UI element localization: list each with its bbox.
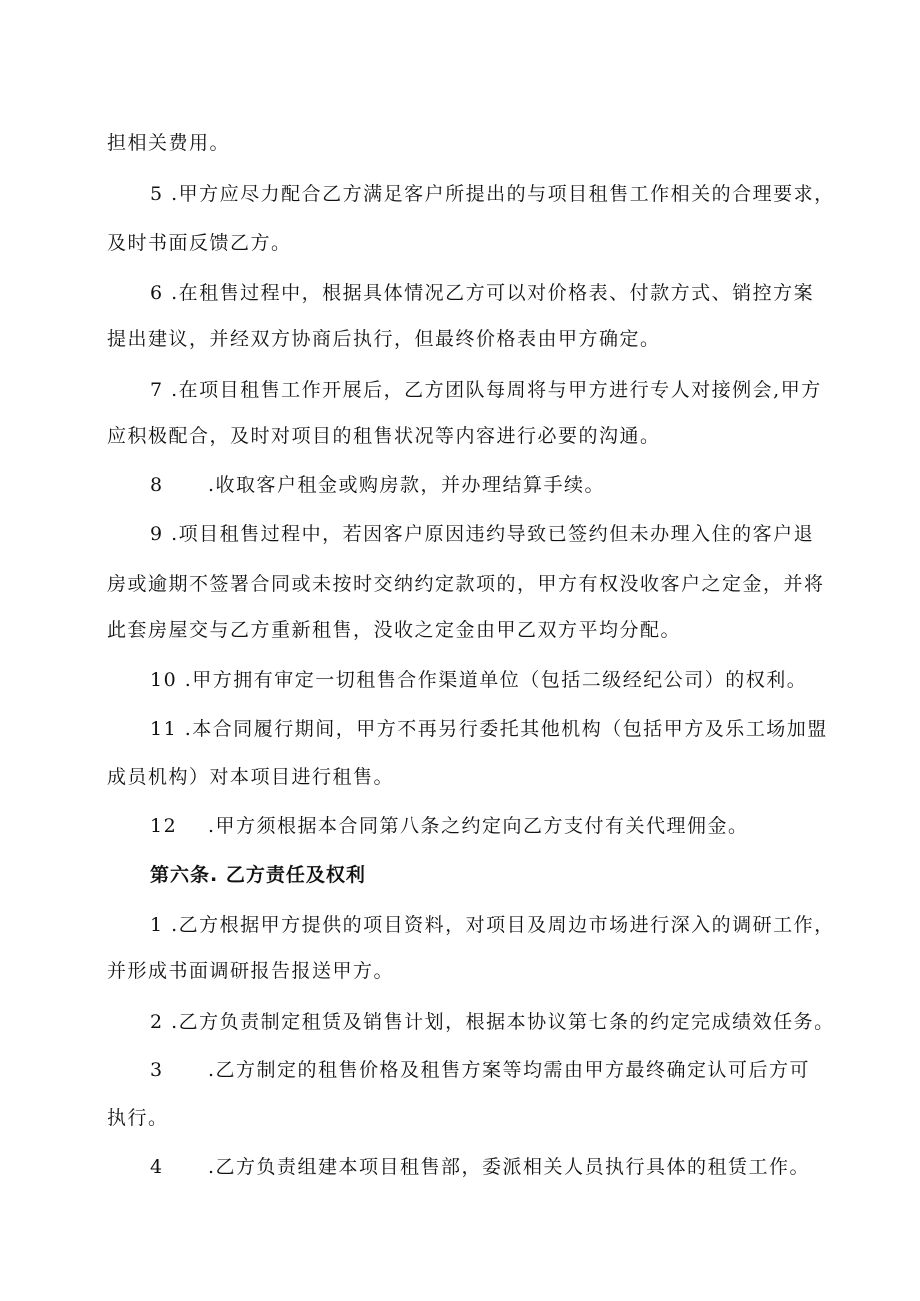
item-number: 10 <box>150 669 178 691</box>
item-number: 7 <box>150 379 164 401</box>
line-text: 并形成书面调研报告报送甲方。 <box>107 960 395 982</box>
heading-text: 第六条. 乙方责任及权利 <box>150 864 366 886</box>
list-item <box>150 668 807 692</box>
line-text: 担相关费用。 <box>107 132 231 154</box>
list-item <box>150 182 835 206</box>
item-number: 3 <box>150 1059 164 1081</box>
line-text: .乙方负责组建本项目租售部，委派相关人员执行具体的租赁工作。 <box>208 1156 811 1178</box>
line-text: .在租售过程中，根据具体情况乙方可以对价格表、付款方式、销控方案 <box>163 282 815 304</box>
line-text: 应积极配合，及时对项目的租售状况等内容进行必要的沟通。 <box>107 425 661 447</box>
item-number: 5 <box>150 183 164 205</box>
list-item <box>150 717 828 741</box>
item-number: 6 <box>150 282 164 304</box>
item-number: 1 <box>150 914 164 936</box>
line-text: 成员机构）对本项目进行租售。 <box>107 766 395 788</box>
text-line <box>107 231 292 255</box>
text-line <box>107 1106 169 1130</box>
line-text: .乙方负责制定租赁及销售计划，根据本协议第七条的约定完成绩效任务。 <box>163 1011 835 1033</box>
item-number: 2 <box>150 1011 164 1033</box>
list-item <box>150 913 835 937</box>
item-number: 8 <box>150 474 164 496</box>
section-heading <box>150 863 366 887</box>
text-line <box>107 765 394 789</box>
list-item <box>150 1058 810 1082</box>
line-text: .在项目租售工作开展后，乙方团队每周将与甲方进行专人对接例会,甲方 <box>163 379 822 401</box>
line-text: .收取客户租金或购房款，并办理结算手续。 <box>208 474 606 496</box>
list-item <box>150 473 605 497</box>
line-text: 房或逾期不签署合同或未按时交纳约定款项的，甲方有权没收客户之定金，并将 <box>107 573 825 595</box>
item-number: 9 <box>150 523 164 545</box>
list-item <box>150 378 822 402</box>
line-text: .甲方须根据本合同第八条之约定向乙方支付有关代理佣金。 <box>208 815 749 837</box>
line-text: .乙方根据甲方提供的项目资料，对项目及周边市场进行深入的调研工作， <box>163 914 835 936</box>
text-line <box>107 424 661 448</box>
line-text: 执行。 <box>107 1107 169 1129</box>
line-text: .甲方应尽力配合乙方满足客户所提出的与项目租售工作相关的合理要求， <box>163 183 835 205</box>
item-number: 12 <box>150 815 178 837</box>
line-text: 此套房屋交与乙方重新租售，没收之定金由甲乙双方平均分配。 <box>107 619 682 641</box>
list-item <box>150 1155 810 1179</box>
list-item <box>150 1010 835 1034</box>
line-text: .乙方制定的租售价格及租售方案等均需由甲方最终确定认可后方可 <box>208 1059 811 1081</box>
item-number: 4 <box>150 1156 164 1178</box>
text-line <box>107 618 681 642</box>
line-text: .本合同履行期间，甲方不再另行委托其他机构（包括甲方及乐工场加盟 <box>177 718 828 740</box>
item-number: 11 <box>150 718 178 740</box>
list-item <box>150 522 814 546</box>
list-item <box>150 281 814 305</box>
line-text: .甲方拥有审定一切租售合作渠道单位（包括二级经纪公司）的权利。 <box>177 669 808 691</box>
list-item <box>150 814 749 838</box>
text-line <box>107 959 394 983</box>
line-text: .项目租售过程中，若因客户原因违约导致已签约但未办理入住的客户退 <box>163 523 815 545</box>
text-line <box>107 327 661 351</box>
text-line <box>107 131 230 155</box>
line-text: 提出建议，并经双方协商后执行，但最终价格表由甲方确定。 <box>107 328 661 350</box>
text-line <box>107 572 825 596</box>
line-text: 及时书面反馈乙方。 <box>107 232 292 254</box>
